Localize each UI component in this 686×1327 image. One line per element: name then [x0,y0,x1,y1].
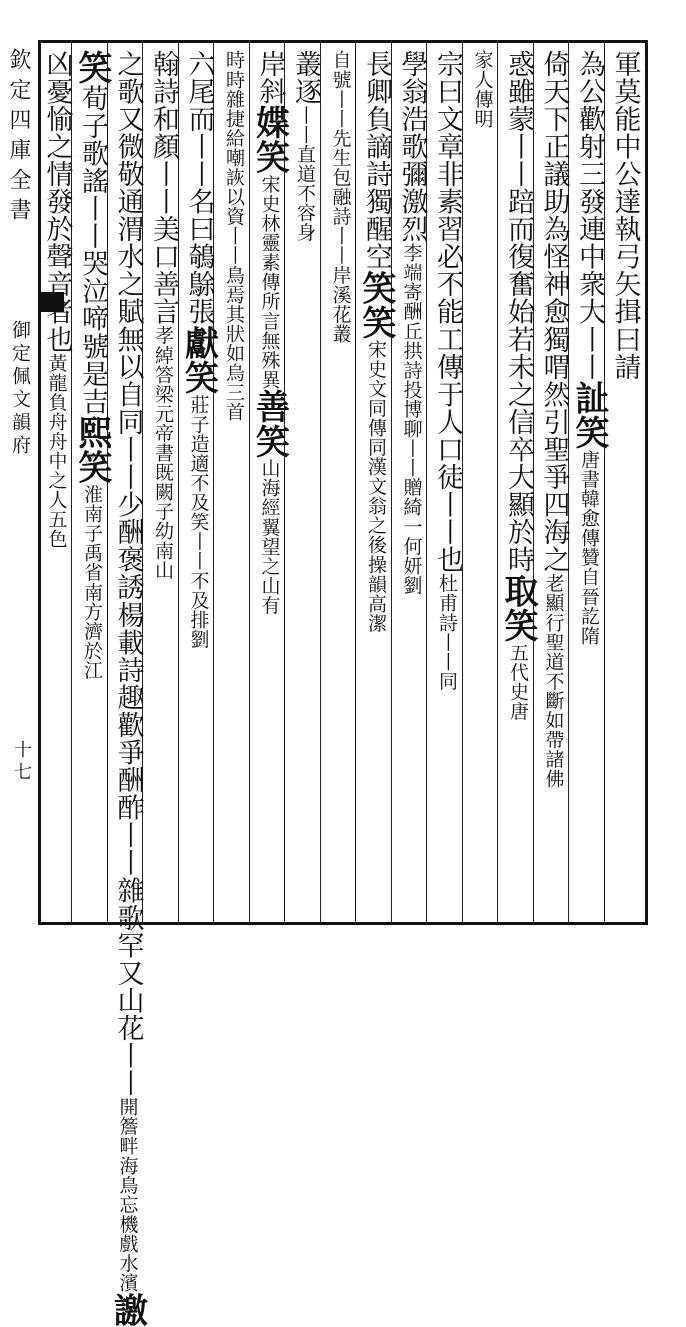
annotation-text: 丨丨直道不容身 [294,105,316,242]
headword: 譤 [107,1292,148,1327]
headword: 熙笑 [72,415,112,485]
annotation-text: 自號丨丨先生包融詩丨丨岸溪花叢 [329,50,352,344]
annotation-text: 孝綽答梁元帝書既闕子幼南山 [152,325,174,580]
annotation-text: 鳥焉其狀如烏三首 [223,265,245,422]
main-text: 叢逐 [290,50,321,106]
text-column [250,50,290,920]
main-text: 六尾而丨丨名曰鵸鵌張 [183,50,215,326]
headword: 笑笑 [356,270,396,340]
headword: 媟笑 [249,105,290,175]
headword: 取笑 [498,573,538,643]
main-text: 岸斜 [254,50,286,106]
text-column [569,50,609,920]
text-column [463,50,503,920]
text-column [179,50,219,920]
annotation-text: 淮南子禹省南方濟於江 [81,484,103,680]
text-column [392,50,432,920]
annotation-text: 山海經翼望之山有 [258,458,281,615]
text-column [321,50,361,920]
main-text: 軍莫能中公達執弓矢揖曰請 [609,50,641,381]
main-text: 凶憂愉之情發於聲音者也 [41,50,73,354]
text-column [356,50,396,920]
main-text: 之歌又微敬通渭水之賦無以自同丨丨少酬褒誘楊載詩趣 [112,50,144,712]
main-text: 學翁浩歌彌激烈 [396,50,428,243]
text-column [37,50,77,920]
annotation-text: 老顯行聖道不斷如帶諸佛 [542,573,565,789]
annotation-text: 莊子造適不及笑丨丨不及排劉 [187,394,210,649]
text-column [143,50,183,920]
text-column [107,50,148,1327]
book-title: 欽定四庫全書 [6,48,31,228]
annotation-text: 李端寄酬丘拱詩投博聊丨丨贈綺一何妍劉 [400,242,423,595]
main-text: 長卿負謫詩獨醒空 [361,50,392,271]
main-text: 惑雖蒙丨丨踣而復奮始若未之信卒大顯於時 [503,50,534,574]
text-column [534,50,574,920]
text-column [605,50,645,920]
main-text: 宗曰文章非素習必不能工傳于人口徒丨丨也 [432,50,463,574]
main-text: 荀子歌謠丨丨哭泣啼號是吉 [77,84,108,416]
page-number: 十七 [11,740,32,784]
main-text: 為公歡射三發連中衆大丨丨 [574,50,605,381]
annotation-text: 開簷畔海鳥忘機戲水濱 [116,1096,139,1293]
text-column [72,50,112,920]
headword: 善笑 [249,389,290,459]
annotation-text: 宋史林靈素傳所言無殊異 [258,174,281,390]
annotation-text: 宋史文同傳同漢文翁之後操韻高潔 [365,339,387,633]
main-text: 翰詩和顏丨丨美口善言 [148,50,179,326]
headword: 獻笑 [178,325,219,395]
annotation-text: 黃龍負舟舟中之人五色 [45,353,68,549]
main-text: 歡爭酬酢丨丨雜歌罕又山花丨丨 [112,711,144,1097]
text-column [214,50,254,920]
annotation-text: 時時雜捷給嘲詼以資丨丨 [223,50,245,266]
volume-title: 御定佩文韻府 [9,320,31,458]
headword: 訨笑 [569,380,609,450]
annotation-text: 杜甫詩丨丨同 [436,573,458,691]
annotation-text: 家人傳明 [471,50,494,129]
text-column [427,50,467,920]
main-text: 倚天下正議助為怪神愈獨喟然引聖爭四海之 [538,50,570,574]
text-column [498,50,538,920]
headword: 笑 [72,50,112,85]
text-column [285,50,325,920]
annotation-text: 唐書韓愈傳贊自晉訖隋 [578,449,600,646]
annotation-text: 五代史唐 [507,642,529,721]
